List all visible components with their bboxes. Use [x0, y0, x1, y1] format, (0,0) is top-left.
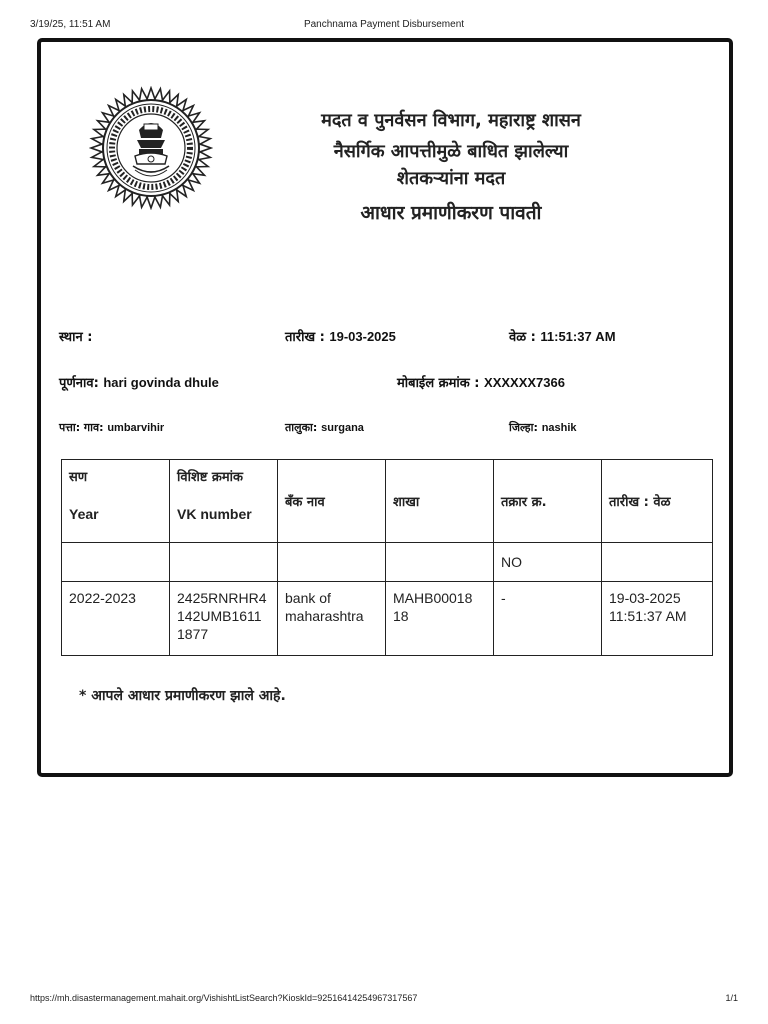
place-field [59, 327, 92, 345]
col-header-complaint: तक्रार क्र. [494, 460, 602, 543]
print-header [30, 19, 738, 33]
col-header-year-mr: सण [69, 470, 88, 485]
authentication-note: * आपले आधार प्रमाणीकरण झाले आहे. [79, 688, 286, 704]
heading-department: मदत व पुनर्वसन विभाग, महाराष्ट्र शासन [321, 110, 581, 131]
date-label: तारीख : [285, 330, 325, 345]
address-value: umbarvihir [107, 422, 165, 434]
vk-number-cell: 2425RNRHR4 142UMB1611 1877 [170, 582, 278, 656]
col-header-bank: बँक नाव [278, 460, 386, 543]
col-header-branch: शाखा [386, 460, 494, 543]
branch-cell: MAHB00018 18 [386, 582, 494, 656]
table-header-row [62, 460, 713, 543]
mobile-label: मोबाईल क्रमांक : [397, 376, 480, 391]
seal-ray [147, 88, 156, 100]
col-header-year-en: Year [69, 506, 99, 522]
bank-cell: bank of maharashtra [278, 582, 386, 656]
receipt-card [37, 38, 733, 777]
address-label: पत्ता: गाव: [59, 421, 104, 434]
time-value: 11:51:37 AM [540, 329, 616, 344]
district-field [509, 420, 577, 435]
col-header-year [62, 460, 170, 543]
print-datetime: 3/19/25, 11:51 AM [30, 19, 111, 30]
table-row [62, 582, 713, 656]
time-label: वेळ : [509, 330, 536, 345]
address-field [59, 420, 164, 435]
mobile-value: XXXXXX7366 [484, 375, 565, 390]
mobile-field [397, 373, 565, 391]
page-number: 1/1 [725, 993, 738, 1003]
date-value: 19-03-2025 [329, 329, 396, 344]
print-footer [30, 993, 738, 1007]
maharashtra-government-seal-icon [89, 86, 213, 210]
taluka-field [285, 420, 364, 435]
table-cell [170, 543, 278, 582]
heading-subtitle-2: शेतकऱ्यांना मदत [396, 168, 506, 189]
date-field [285, 327, 396, 345]
taluka-value: surgana [321, 422, 364, 434]
disbursement-table [61, 459, 713, 656]
name-field [59, 373, 219, 391]
seal-ray [147, 196, 156, 208]
col-header-vk-en: VK number [177, 506, 252, 522]
table-cell [386, 543, 494, 582]
heading-subtitle: नैसर्गिक आपत्तीमुळे बाधित झालेल्या [333, 141, 569, 162]
col-header-vk [170, 460, 278, 543]
seal-ray [91, 144, 103, 153]
seal-ray [199, 144, 211, 153]
district-value: nashik [541, 422, 577, 434]
print-title: Panchnama Payment Disbursement [303, 19, 465, 30]
time-field [509, 327, 616, 345]
name-label: पूर्णनाव: [59, 376, 99, 391]
page-url: https://mh.disastermanagement.mahait.org/VishishtListSearch?KioskId=92516414254967317567 [30, 993, 418, 1003]
taluka-label: तालुका: [285, 421, 318, 434]
year-cell: 2022-2023 [62, 582, 170, 656]
complaint-cell: NO [494, 543, 602, 582]
table-cell [602, 543, 713, 582]
heading-receipt-title: आधार प्रमाणीकरण पावती [360, 202, 542, 224]
place-label: स्थान : [59, 330, 93, 345]
table-cell [278, 543, 386, 582]
table-row [62, 543, 713, 582]
datetime-cell: 19-03-2025 11:51:37 AM [602, 582, 713, 656]
table-cell [62, 543, 170, 582]
district-label: जिल्हा: [509, 421, 538, 434]
col-header-datetime: तारीख : वेळ [602, 460, 713, 543]
col-header-vk-mr: विशिष्ट क्रमांक [177, 470, 244, 485]
name-value: hari govinda dhule [103, 375, 219, 390]
complaint-cell: - [494, 582, 602, 656]
